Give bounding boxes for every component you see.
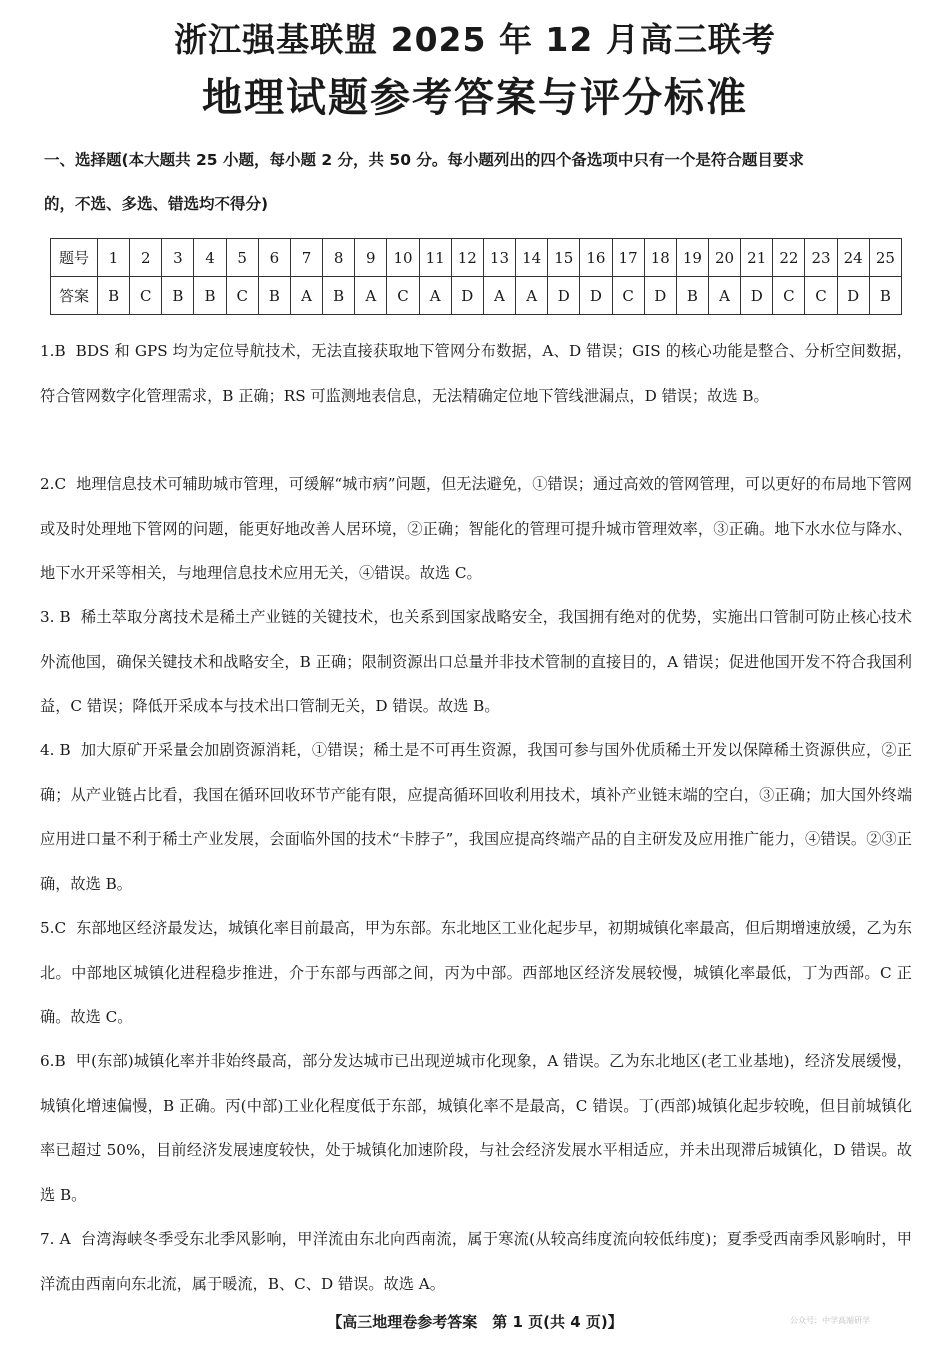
question-number-cell: 19 [676, 239, 708, 277]
answer-cell: C [805, 277, 837, 315]
answer-cell: B [98, 277, 130, 315]
explanation-text: 加大原矿开采量会加剧资源消耗，①错误；稀土是不可再生资源，我国可参与国外优质稀土开发以保障稀土资源供应，②正确；从产业链占比看，我国在循环回收环节产能有限，应提高循环回收利用技术，填补产业链末端的空白，③正确；加大国外终端应用进口量不利于稀土产业发展，会面临外国的技术“卡脖子”，我国应提高终端产品的自主研发及应用推广能力，④错误。②③正确，故选 B。 [40, 741, 912, 893]
section-instructions-line2: 的，不选、多选、错选均不得分) [44, 195, 269, 213]
answer-cell: D [741, 277, 773, 315]
question-number: 3. B [40, 608, 71, 626]
answer-cell: A [419, 277, 451, 315]
question-number: 5.C [40, 919, 67, 937]
answer-cell: C [130, 277, 162, 315]
document-title: 浙江强基联盟 2025 年 12 月高三联考 [174, 20, 776, 59]
explanation-item [40, 728, 912, 906]
explanation-item [40, 1039, 912, 1217]
answer-cell: A [355, 277, 387, 315]
answer-cell: C [387, 277, 419, 315]
question-number-cell: 20 [708, 239, 740, 277]
explanation-item [40, 462, 912, 596]
question-number-cell: 8 [323, 239, 355, 277]
question-number-cell: 15 [548, 239, 580, 277]
question-number: 4. B [40, 741, 71, 759]
answer-cell: B [194, 277, 226, 315]
question-number-cell: 24 [837, 239, 869, 277]
answer-cell: A [290, 277, 322, 315]
answer-cell: D [580, 277, 612, 315]
question-number: 6.B [40, 1052, 66, 1070]
explanation-item [40, 595, 912, 729]
answer-cell: B [869, 277, 901, 315]
answer-cell: B [162, 277, 194, 315]
question-number: 7. A [40, 1230, 71, 1248]
answer-cell: B [323, 277, 355, 315]
answer-cell: B [258, 277, 290, 315]
explanation-text: 地理信息技术可辅助城市管理，可缓解“城市病”问题，但无法避免，①错误；通过高效的管网管理，可以更好的布局地下管网或及时处理地下管网的问题，能更好地改善人居环境，②正确；智能化的管理可提升城市管理效率，③正确。地下水水位与降水、地下水开采等相关，与地理信息技术应用无关，④错误。故选 C。 [40, 475, 912, 582]
question-number-cell: 22 [773, 239, 805, 277]
explanation-text: 甲(东部)城镇化率并非始终最高，部分发达城市已出现逆城市化现象，A 错误。乙为东北地区(老工业基地)，经济发展缓慢，城镇化增速偏慢，B 正确。丙(中部)工业化程度低于东部，城镇化率不是最高，C 错误。丁(西部)城镇化起步较晚，但目前城镇化率已超过 50%，目前经济发展速度较快，处于城镇化加速阶段，与社会经济发展水平相适应，并未出现滞后城镇化，D 错误。故选 B。 [40, 1052, 912, 1204]
question-number: 2.C [40, 475, 67, 493]
watermark: 公众号：中学高端研学 [790, 1316, 870, 1325]
document-subtitle: 地理试题参考答案与评分标准 [202, 75, 748, 121]
question-number-cell: 13 [483, 239, 515, 277]
explanation-text: 台湾海峡冬季受东北季风影响，甲洋流由东北向西南流，属于寒流(从较高纬度流向较低纬度)；夏季受西南季风影响时，甲洋流由西南向东北流，属于暖流，B、C、D 错误。故选 A。 [40, 1230, 912, 1293]
answer-cell: A [516, 277, 548, 315]
table-header-number: 题号 [51, 239, 98, 277]
question-number-cell: 21 [741, 239, 773, 277]
question-number-cell: 17 [612, 239, 644, 277]
question-number-cell: 11 [419, 239, 451, 277]
explanation-item [40, 906, 912, 1040]
explanation-text: BDS 和 GPS 均为定位导航技术，无法直接获取地下管网分布数据，A、D 错误；GIS 的核心功能是整合、分析空间数据，符合管网数字化管理需求，B 正确；RS 可监测地表信息，无法精确定位地下管线泄漏点，D 错误；故选 B。 [40, 342, 912, 405]
explanation-text: 东部地区经济最发达，城镇化率目前最高，甲为东部。东北地区工业化起步早，初期城镇化率最高，但后期增速放缓，乙为东北。中部地区城镇化进程稳步推进，介于东部与西部之间，丙为中部。西部地区经济发展较慢，城镇化率最低，丁为西部。C 正确。故选 C。 [40, 919, 912, 1026]
answer-cell: D [837, 277, 869, 315]
question-number: 1.B [40, 342, 66, 360]
answer-table [50, 238, 902, 315]
answer-cell: A [708, 277, 740, 315]
question-number-cell: 9 [355, 239, 387, 277]
answer-cell: A [483, 277, 515, 315]
page-footer: 【高三地理卷参考答案 第 1 页(共 4 页)】 [327, 1313, 623, 1331]
answer-cell: C [773, 277, 805, 315]
question-number-cell: 1 [98, 239, 130, 277]
explanation-item [40, 1217, 912, 1306]
answer-cell: C [226, 277, 258, 315]
question-number-cell: 5 [226, 239, 258, 277]
explanation-text: 稀土萃取分离技术是稀土产业链的关键技术，也关系到国家战略安全，我国拥有绝对的优势，实施出口管制可防止核心技术外流他国，确保关键技术和战略安全，B 正确；限制资源出口总量并非技术管制的直接目的，A 错误；促进他国开发不符合我国利益，C 错误；降低开采成本与技术出口管制无关，D 错误。故选 B。 [40, 608, 912, 715]
answer-cell: D [451, 277, 483, 315]
question-number-cell: 6 [258, 239, 290, 277]
question-number-cell: 3 [162, 239, 194, 277]
section-instructions-line1: 一、选择题(本大题共 25 小题，每小题 2 分，共 50 分。每小题列出的四个备选项中只有一个是符合题目要求 [44, 151, 804, 169]
question-number-cell: 4 [194, 239, 226, 277]
answer-cell: C [612, 277, 644, 315]
question-number-cell: 12 [451, 239, 483, 277]
question-number-cell: 16 [580, 239, 612, 277]
question-number-cell: 10 [387, 239, 419, 277]
answer-cell: B [676, 277, 708, 315]
question-number-cell: 23 [805, 239, 837, 277]
question-number-cell: 2 [130, 239, 162, 277]
question-number-cell: 18 [644, 239, 676, 277]
question-number-cell: 14 [516, 239, 548, 277]
answer-cell: D [644, 277, 676, 315]
question-number-cell: 7 [290, 239, 322, 277]
table-header-answer: 答案 [51, 277, 98, 315]
question-number-cell: 25 [869, 239, 901, 277]
explanation-item [40, 329, 912, 418]
answer-cell: D [548, 277, 580, 315]
